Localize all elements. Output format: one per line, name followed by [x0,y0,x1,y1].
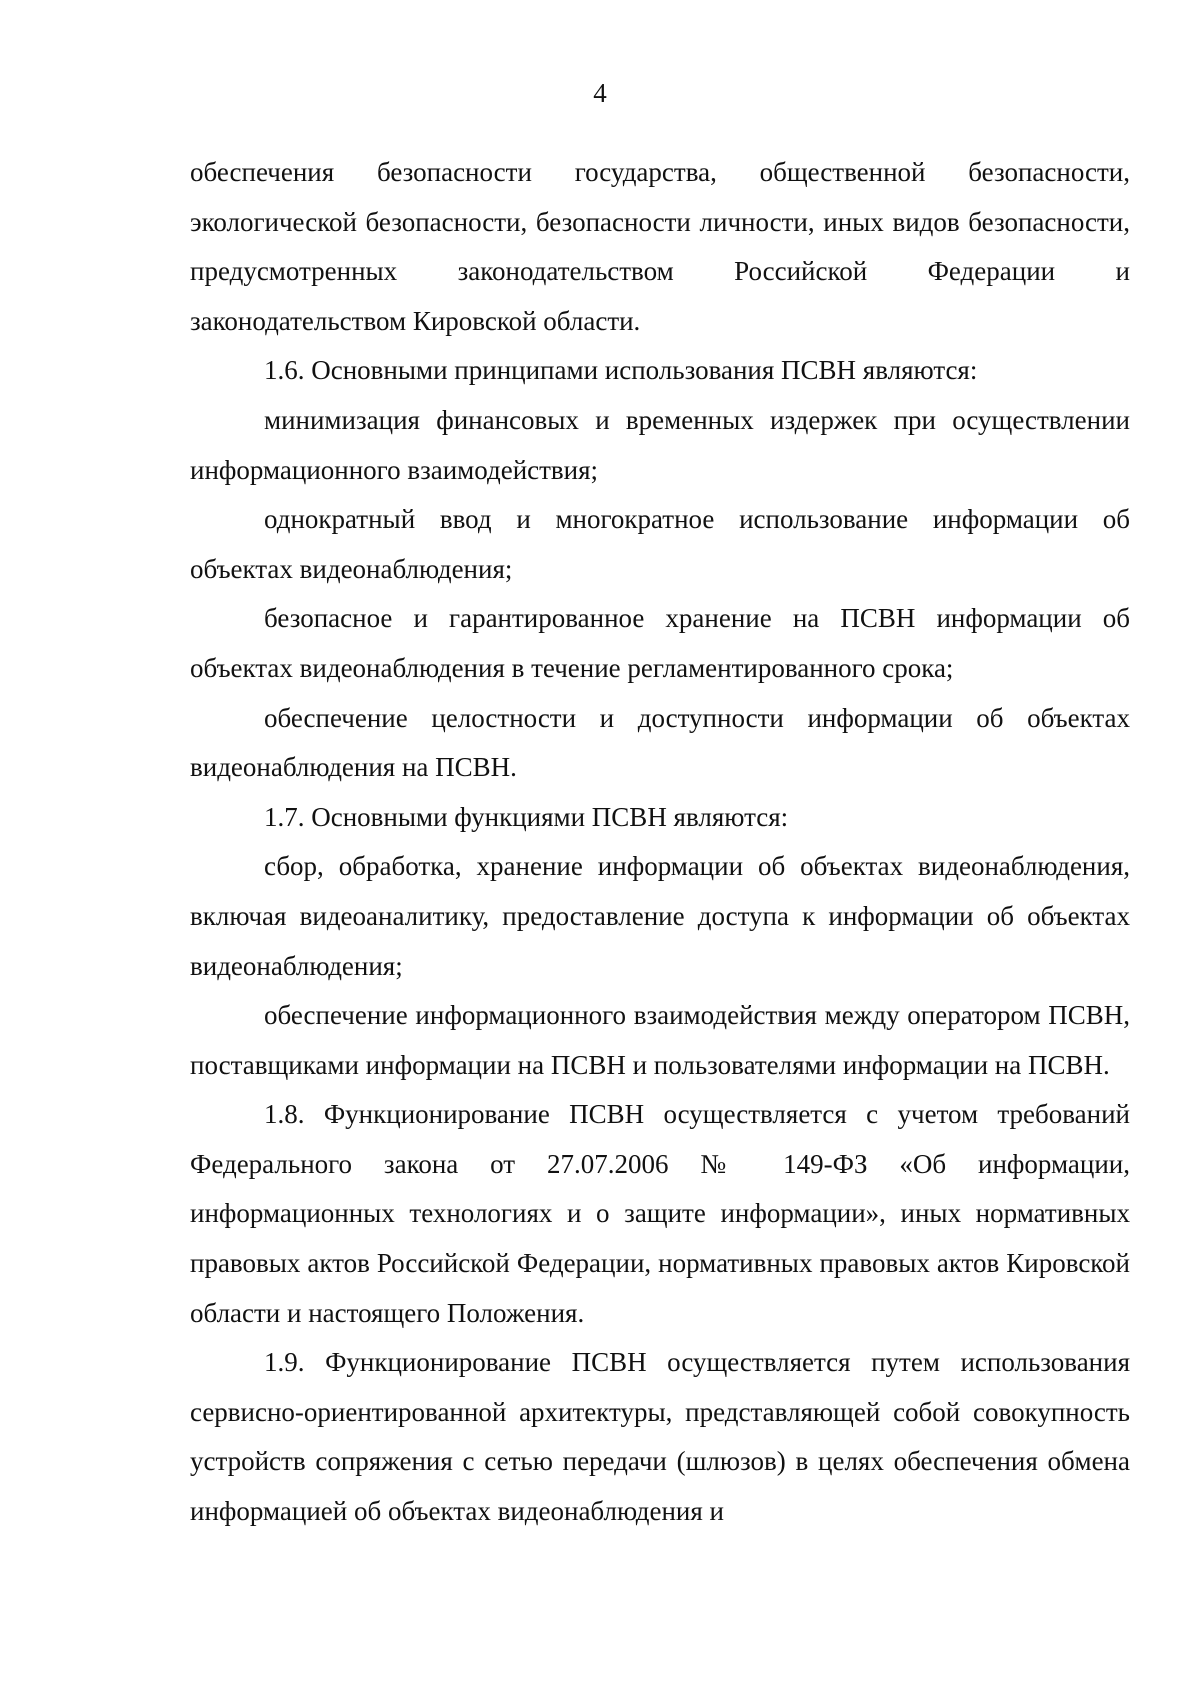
paragraph-1-6-heading: 1.6. Основными принципами использования ПСВН являются: [264,355,978,386]
list-item-collection: сбор, обработка, хранение информации об объектах видеонаблюдения, включая видеоаналитику, предоставление доступа к информации об объектах видеонаблюдения; [190,851,1130,981]
list-item-integrity: обеспечение целостности и доступности информации об объектах видеонаблюдения на ПСВН. [190,702,1130,783]
paragraph-continuation: обеспечения безопасности государства, общественной безопасности, экологической безопасности, безопасности личности, иных видов безопасности, предусмотренных законодательством Российской Федерации и законодательством Кировской области. [190,157,1130,336]
list-item-secure-storage: безопасное и гарантированное хранение на ПСВН информации об объектах видеонаблюдения в течение регламентированного срока; [190,603,1130,683]
paragraph-1-8: 1.8. Функционирование ПСВН осуществляется с учетом требований Федерального закона от 27.07.2006 № 149-ФЗ «Об информации, информационных технологиях и о защите информации», иных нормативных правовых актов Российской Федерации, нормативных правовых актов Кировской области и настоящего Положения. [190,1099,1130,1328]
paragraph-1-7-heading: 1.7. Основными функциями ПСВН являются: [264,801,789,832]
paragraph-1-9: 1.9. Функционирование ПСВН осуществляется путем использования сервисно-ориентированной архитектуры, представляющей собой совокупность устройств сопряжения с сетью передачи (шлюзов) в целях обеспечения обмена информацией об объектах видеонаблюдения и [190,1347,1130,1527]
list-item-minimization: минимизация финансовых и временных издержек при осуществлении информационного взаимодействия; [190,404,1130,485]
page-number: 4 [593,78,607,108]
list-item-interaction: обеспечение информационного взаимодействия между оператором ПСВН, поставщиками информации на ПСВН и пользователями информации на ПСВН. [190,1000,1130,1080]
list-item-single-input: однократный ввод и многократное использование информации об объектах видеонаблюдения; [190,504,1130,584]
document-body [190,148,1130,1537]
